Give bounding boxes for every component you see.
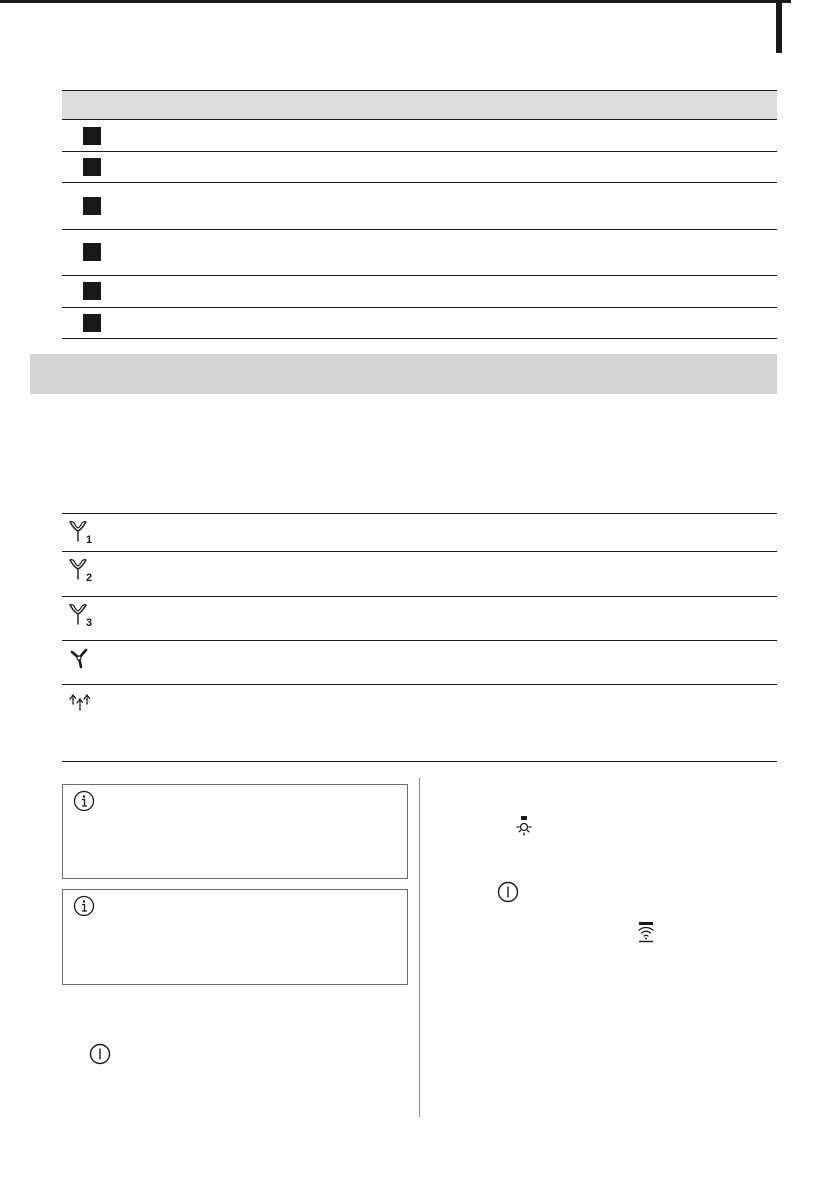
control-keys-table [62,90,777,339]
fan-speed-1-icon [66,519,94,545]
fan-speed-3-icon [66,602,94,628]
row-marker [83,127,101,145]
light-icon [512,814,536,838]
fan-symbols-table [62,513,777,762]
power-icon [88,1042,112,1066]
table-row [62,152,777,183]
svg-text:3: 3 [86,617,93,628]
table-row [62,308,777,339]
info-icon [73,895,95,917]
column-divider [419,778,420,1117]
info-note-box [62,784,408,879]
table-row [62,685,777,762]
svg-text:2: 2 [86,572,93,583]
table-row [62,641,777,685]
table-header [62,90,777,120]
fan-boost-icon [66,646,94,672]
row-marker [83,282,101,300]
row-marker [83,197,101,215]
row-marker [83,314,101,332]
section-heading-band [30,354,777,394]
hob2hood-wireless-icon [634,920,658,944]
table-row [62,120,777,152]
row-marker [83,158,101,176]
table-row [62,597,777,641]
power-icon [496,880,520,904]
row-marker [83,243,101,261]
svg-text:1: 1 [86,534,93,545]
fan-speed-2-icon [66,557,94,583]
page-top-rule [0,0,791,3]
table-row [62,552,777,597]
table-row [62,183,777,230]
info-note-box [62,889,408,985]
table-row [62,514,777,552]
table-row [62,276,777,308]
table-row [62,230,777,276]
auto-extraction-icon [66,690,94,716]
page-corner-mark [776,0,782,53]
info-icon [73,790,95,812]
